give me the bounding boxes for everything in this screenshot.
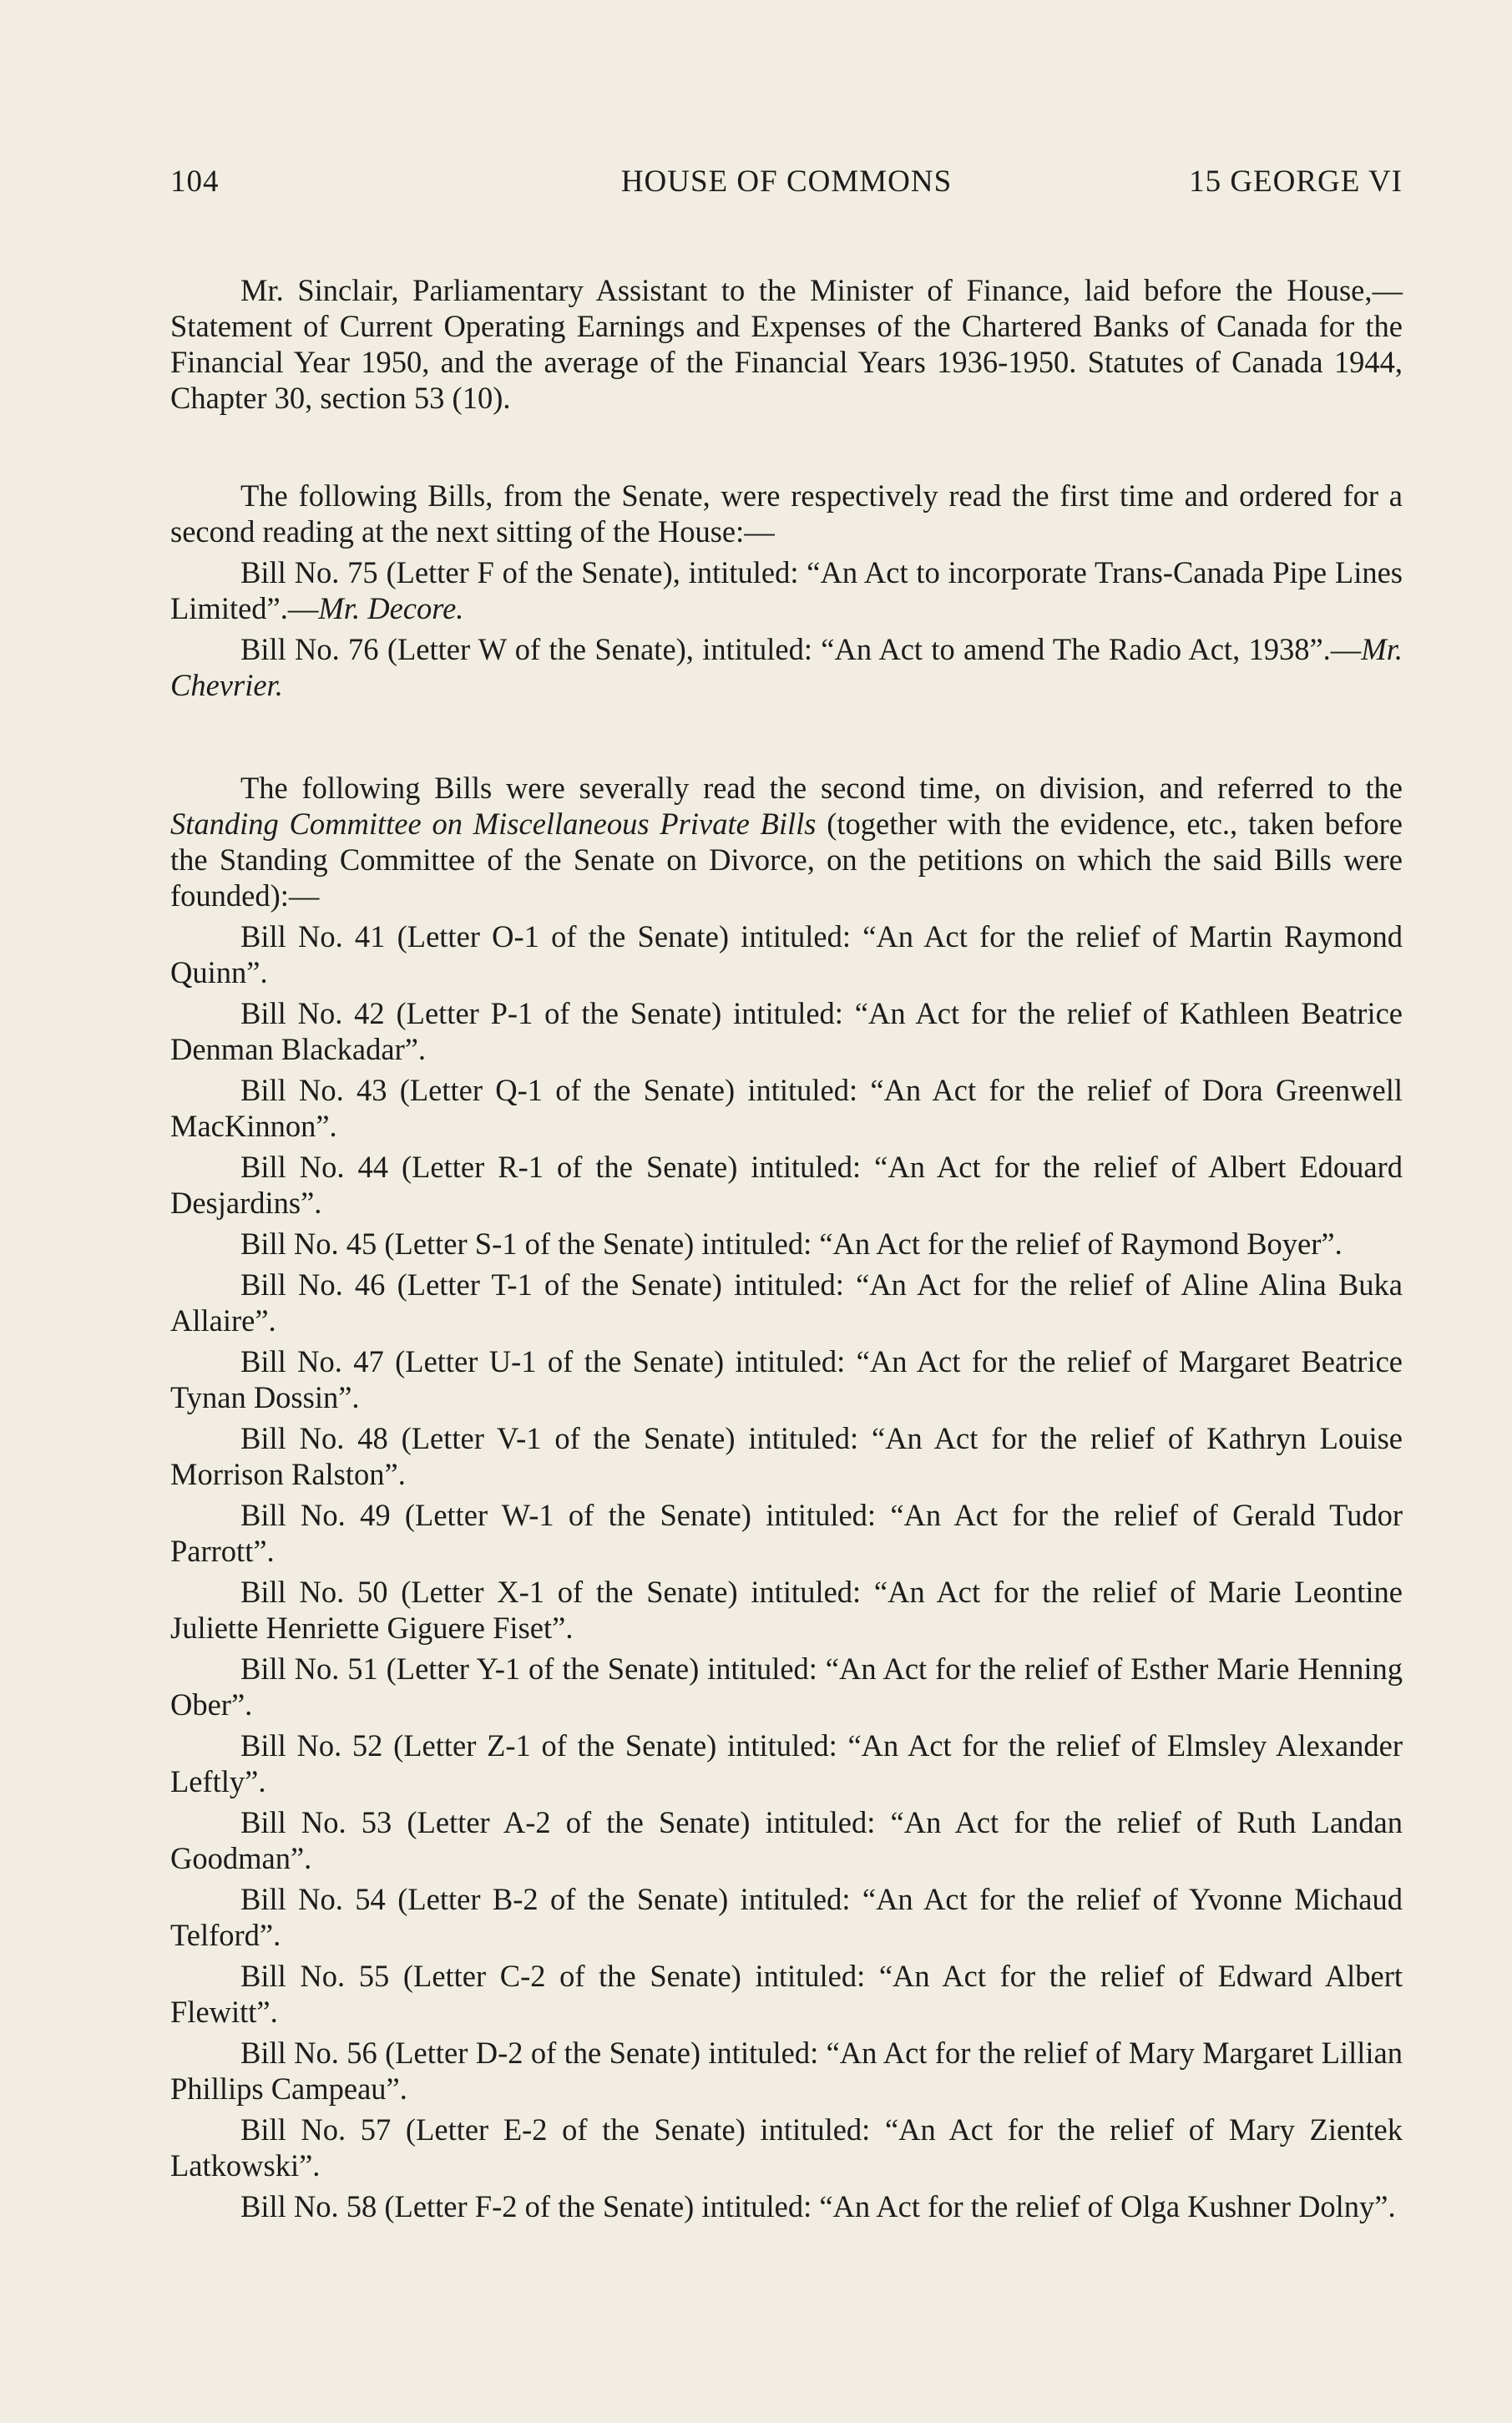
bill-entry: Bill No. 46 (Letter T-1 of the Senate) intituled: “An Act for the relief of Aline Alina Buka Allaire”. xyxy=(170,1267,1403,1338)
bill-entry: Bill No. 41 (Letter O-1 of the Senate) intituled: “An Act for the relief of Martin Raymond Quinn”. xyxy=(170,919,1403,989)
paragraph-statement: Mr. Sinclair, Parliamentary Assistant to the Minister of Finance, laid before the House,—Statement of Current Operating Earnings and Expenses of the Chartered Banks of Canada for the Financial Year 1950, and the average of the Financial Years 1936-1950. Statutes of Canada 1944, Chapter 30, section 53 (10). xyxy=(170,273,1403,415)
bill-entry: Bill No. 53 (Letter A-2 of the Senate) intituled: “An Act for the relief of Ruth Landan Goodman”. xyxy=(170,1805,1403,1875)
regnal-year: 15 GEORGE VI xyxy=(1189,164,1403,199)
bill-entry: Bill No. 48 (Letter V-1 of the Senate) intituled: “An Act for the relief of Kathryn Louise Morrison Ralston”. xyxy=(170,1421,1403,1491)
page-title: HOUSE OF COMMONS xyxy=(620,164,953,199)
bill-entry: Bill No. 43 (Letter Q-1 of the Senate) intituled: “An Act for the relief of Dora Greenwell MacKinnon”. xyxy=(170,1073,1403,1143)
paragraph-second-reading xyxy=(170,770,1403,913)
member-name: Mr. Chevrier. xyxy=(170,632,1403,702)
bill-entry: Bill No. 57 (Letter E-2 of the Senate) intituled: “An Act for the relief of Mary Zientek Latkowski”. xyxy=(170,2112,1403,2183)
bill-entry: Bill No. 47 (Letter U-1 of the Senate) intituled: “An Act for the relief of Margaret Beatrice Tynan Dossin”. xyxy=(170,1344,1403,1414)
member-name: Mr. Decore. xyxy=(318,591,464,625)
bill-entry: Bill No. 44 (Letter R-1 of the Senate) intituled: “An Act for the relief of Albert Edouard Desjardins”. xyxy=(170,1150,1403,1220)
bill-entry xyxy=(170,631,1403,703)
paragraph-first-reading: The following Bills, from the Senate, were respectively read the first time and ordered for a second reading at the next sitting of the House:— xyxy=(170,478,1403,549)
bill-entry: Bill No. 50 (Letter X-1 of the Senate) intituled: “An Act for the relief of Marie Leontine Juliette Henriette Giguere Fiset”. xyxy=(170,1575,1403,1645)
bill-entry: Bill No. 56 (Letter D-2 of the Senate) intituled: “An Act for the relief of Mary Margaret Lillian Phillips Campeau”. xyxy=(170,2036,1403,2106)
page-body xyxy=(170,272,1403,2224)
page-number: 104 xyxy=(170,164,220,199)
bill-entry xyxy=(170,554,1403,626)
running-header xyxy=(170,164,1403,214)
bill-entry: Bill No. 45 (Letter S-1 of the Senate) intituled: “An Act for the relief of Raymond Boyer”. xyxy=(240,1227,1343,1261)
bill-entry: Bill No. 58 (Letter F-2 of the Senate) intituled: “An Act for the relief of Olga Kushner Dolny”. xyxy=(240,2189,1396,2223)
bill-entry: Bill No. 55 (Letter C-2 of the Senate) intituled: “An Act for the relief of Edward Albert Flewitt”. xyxy=(170,1959,1403,2029)
bill-entry: Bill No. 54 (Letter B-2 of the Senate) intituled: “An Act for the relief of Yvonne Michaud Telford”. xyxy=(170,1882,1403,1952)
bill-entry: Bill No. 52 (Letter Z-1 of the Senate) intituled: “An Act for the relief of Elmsley Alexander Leftly”. xyxy=(170,1728,1403,1798)
journal-page xyxy=(170,164,1403,2229)
bill-text: Bill No. 76 (Letter W of the Senate), intituled: “An Act to amend The Radio Act, 1938”.— xyxy=(240,632,1362,666)
bill-text: Bill No. 75 (Letter F of the Senate), intituled: “An Act to incorporate Trans-Canada Pipe Lines Limited”.— xyxy=(170,555,1403,625)
bill-entry: Bill No. 51 (Letter Y-1 of the Senate) intituled: “An Act for the relief of Esther Marie Henning Ober”. xyxy=(170,1652,1403,1722)
paragraph-text: The following Bills were severally read the second time, on division, and referred to the xyxy=(240,771,1403,805)
bill-entry: Bill No. 42 (Letter P-1 of the Senate) intituled: “An Act for the relief of Kathleen Beatrice Denman Blackadar”. xyxy=(170,996,1403,1066)
bill-entry: Bill No. 49 (Letter W-1 of the Senate) intituled: “An Act for the relief of Gerald Tudor Parrott”. xyxy=(170,1498,1403,1568)
paragraph-text: (together with the evidence, etc., taken before the Standing Committee of the Senate on Divorce, on the petitions on which the said Bills were founded):— xyxy=(170,807,1403,913)
committee-name: Standing Committee on Miscellaneous Private Bills xyxy=(170,807,817,841)
